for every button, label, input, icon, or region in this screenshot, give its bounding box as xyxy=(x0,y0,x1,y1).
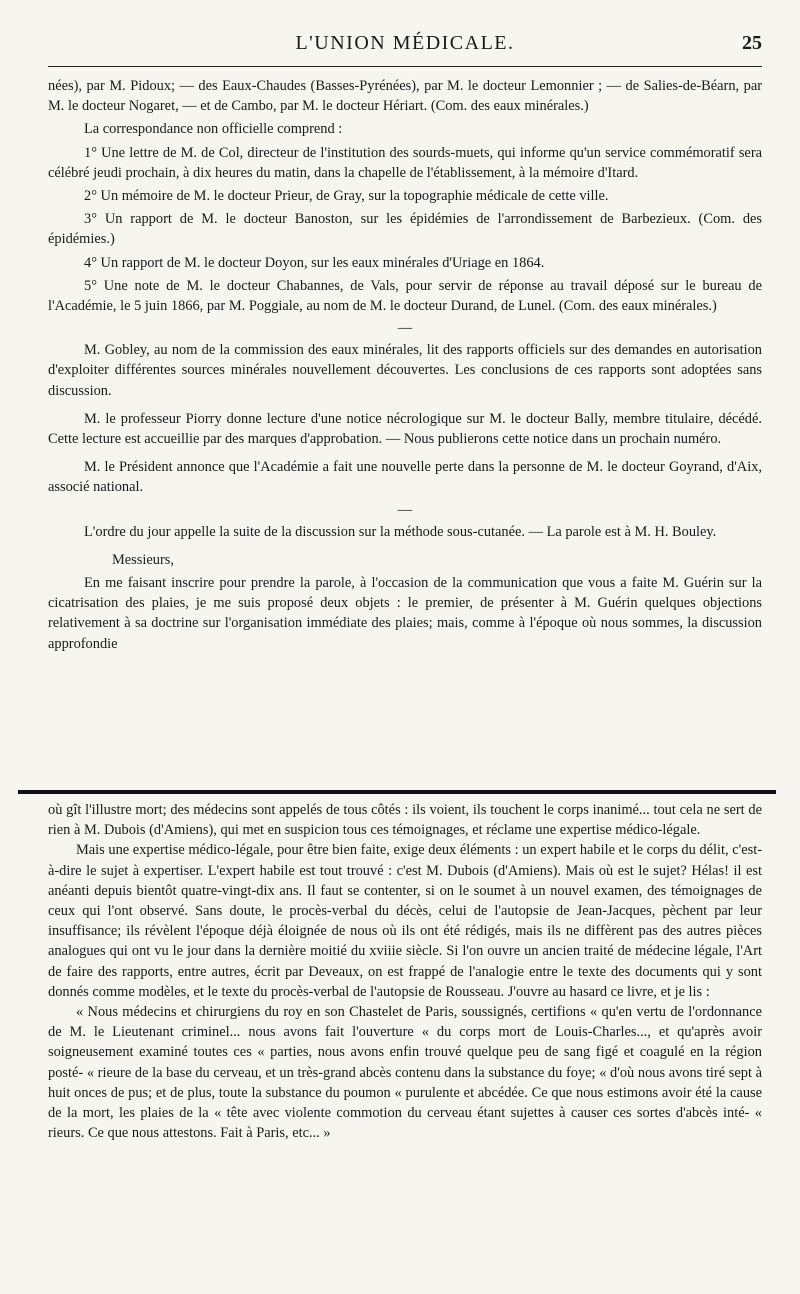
paragraph: 1° Une lettre de M. de Col, directeur de l'institution des sourds-muets, qui informe qu'un service commémoratif sera célébré jeudi prochain, à dix heures du matin, dans la chapelle de l'établissement, à la mémoire d'Itard. xyxy=(48,144,762,181)
paragraph: nées), par M. Pidoux; — des Eaux-Chaudes (Basses-Pyrénées), par M. le docteur Lemonnier ; — de Salies-de-Béarn, par M. le docteur Nogaret, — et de Cambo, par M. le docteur Hériart. (Com. des eaux minérales.) xyxy=(48,78,762,115)
page-number: 25 xyxy=(742,32,762,54)
paragraph: où gît l'illustre mort; des médecins sont appelés de tous côtés : ils voient, ils touchent le corps inanimé... tout cela ne sert de rien à M. Dubois (d'Amiens), qui met en suspicion tous ces témoignages, et réclame une expertise médico-légale. xyxy=(48,802,762,839)
salutation: Messieurs, xyxy=(112,551,174,568)
paragraph: M. Gobley, au nom de la commission des eaux minérales, lit des rapports officiels sur des demandes en autorisation d'exploiter différentes sources minérales nouvellement découvertes. Les conclusions de ces rapports sont adoptées sans discussion. xyxy=(48,342,762,399)
paragraph: 4° Un rapport de M. le docteur Doyon, sur les eaux minérales d'Uriage en 1864. xyxy=(84,254,545,271)
section-separator: — xyxy=(397,320,413,337)
quoted-report: « Nous médecins et chirurgiens du roy en son Chastelet de Paris, soussignés, certifions « qu'en vertu de l'ordonnance de M. le Lieutenant criminel... nous avons fait l'ouverture « du corps mort de Louis-Charles..., et qu'après avoir soigneusement examiné toutes ces « parties, nous avons enfin trouvé quelque peu de sang figé et coagulé en la région posté- « rieure de la base du cerveau, et un très-grand abcès contenu dans la substance du foye; « d'où nous avons tiré sept à huit onces de pus; et de plus, toute la substance du poumon « purulente et abcédée. Ce que nous estimons avoir été la cause de la mort, les plaies de la « tête avec violente commotion du cerveau étant sujettes à causer ces sortes d'abcès inté- « rieurs. Ce que nous attestons. Fait à Paris, etc... » xyxy=(48,1004,762,1142)
page-header xyxy=(48,28,762,62)
paragraph: La correspondance non officielle comprend : xyxy=(84,121,343,138)
paragraph: M. le Président annonce que l'Académie a fait une nouvelle perte dans la personne de M. le docteur Goyrand, d'Aix, associé national. xyxy=(48,459,762,496)
paragraph: En me faisant inscrire pour prendre la parole, à l'occasion de la communication que vous a faite M. Guérin sur la cicatrisation des plaies, je me suis proposé deux objets : le premier, de présenter à M. Guérin quelques objections relativement à sa doctrine sur l'organisation immédiate des plaies; mais, comme à l'époque où nous sommes, la discussion approfondie xyxy=(48,575,762,652)
feuilleton-article xyxy=(48,800,762,1143)
paragraph: Mais une expertise médico-légale, pour être bien faite, exige deux éléments : un expert habile et le corps du délit, c'est-à-dire le sujet à expertiser. L'expert habile est tout trouvé : c'est M. Dubois (d'Amiens). Mais où est le sujet? Hélas! il est anéanti depuis bientôt quatre-vingt-dix ans. Il faut se contenter, si on le soumet à un nouvel examen, des témoignages de ceux qui l'ont observé. Sans doute, le procès-verbal du décès, celui de l'autopsie de Jean-Jacques, pèchent par leur insuffisance; ils révèlent l'époque déjà éloignée de nous où ils ont été rédigés, mais ils ne diffèrent pas des autres pièces analogues qui ont vu le jour dans la dernière moitié du xviiie siècle. Si l'on ouvre un ancien traité de médecine légale, l'Art de faire des rapports, entre autres, écrit par Deveaux, on est frappé de l'analogie entre le texte des documents qui y sont donnés comme modèles, et le texte du procès-verbal de l'autopsie de Rousseau. J'ouvre au hasard ce livre, et je lis : xyxy=(48,842,762,1000)
paragraph: M. le professeur Piorry donne lecture d'une notice nécrologique sur M. le docteur Bally, membre titulaire, décédé. Cette lecture est accueillie par des marques d'approbation. — Nous publierons cette notice dans un prochain numéro. xyxy=(48,410,762,448)
paragraph: L'ordre du jour appelle la suite de la discussion sur la méthode sous-cutanée. — La parole est à M. H. Bouley. xyxy=(84,523,717,540)
feuilleton-divider xyxy=(18,790,776,794)
upper-article xyxy=(48,76,762,657)
running-title: L'UNION MÉDICALE. xyxy=(295,32,515,54)
paragraph: 2° Un mémoire de M. le docteur Prieur, de Gray, sur la topographie médicale de cette ville. xyxy=(84,188,609,205)
section-separator: — xyxy=(397,501,413,518)
header-rule xyxy=(48,66,762,67)
paragraph: 3° Un rapport de M. le docteur Banoston, sur les épidémies de l'arrondissement de Barbezieux. (Com. des épidémies.) xyxy=(48,211,762,248)
paragraph: 5° Une note de M. le docteur Chabannes, de Vals, pour servir de réponse au travail déposé sur le bureau de l'Académie, le 5 juin 1866, par M. Poggiale, au nom de M. le docteur Durand, de Lunel. (Com. des eaux minérales.) xyxy=(48,277,762,315)
